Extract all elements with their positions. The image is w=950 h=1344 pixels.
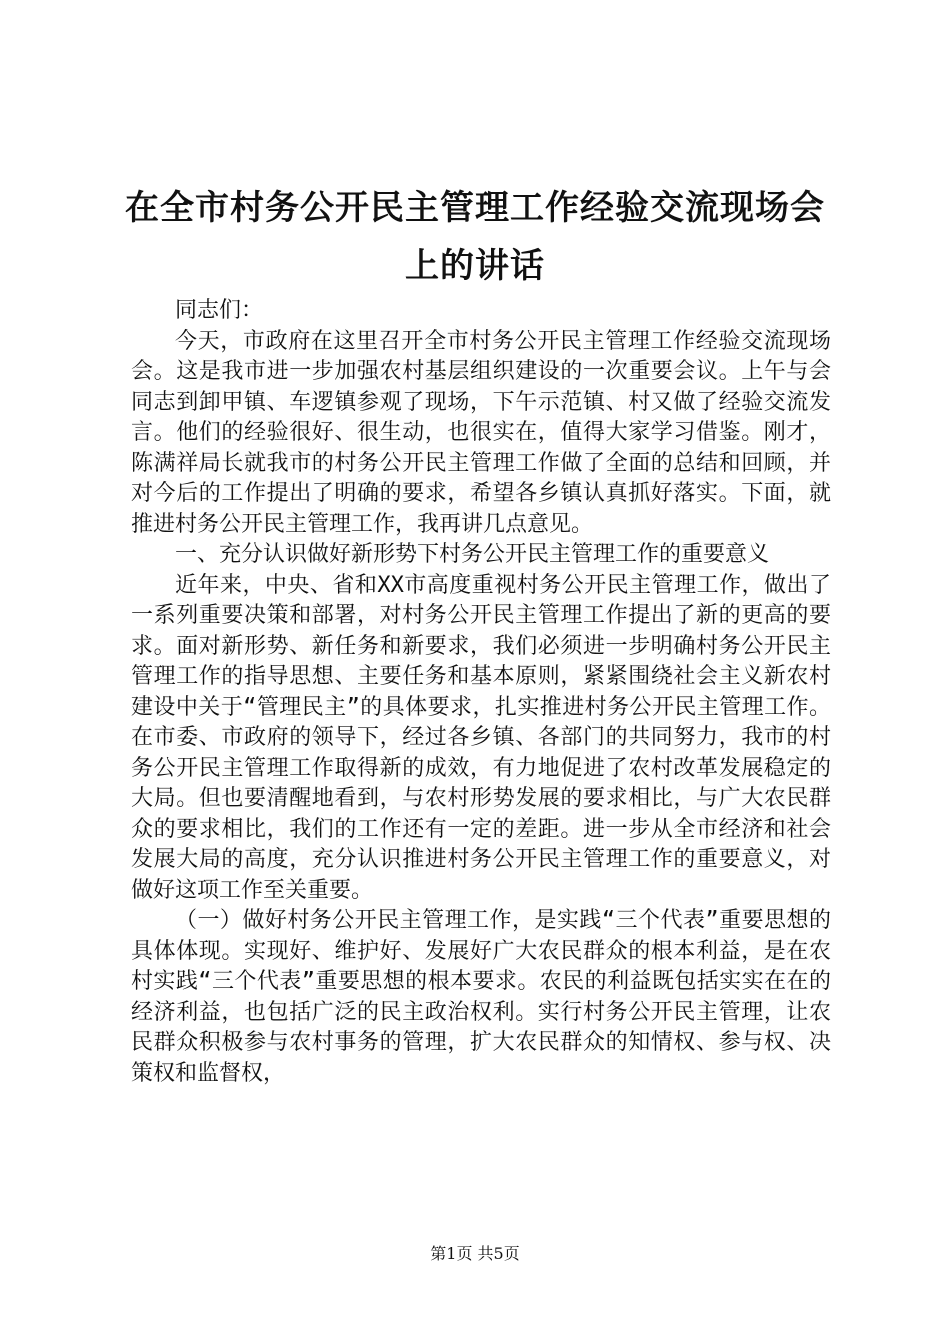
body-paragraph-1: 今天，市政府在这里召开全市村务公开民主管理工作经验交流现场会。这是我市进一步加强农村基层组织建设的一次重要会议。上午与会同志到卸甲镇、车逻镇参观了现场，下午示范镇、村又做了经验交流发言。他们的经验很好、很生动，也很实在，值得大家学习借鉴。刚才，陈满祥局长就我市的村务公开民主管理工作做了全面的总结和回顾，并对今后的工作提出了明确的要求，希望各乡镇认真抓好落实。下面，就推进村务公开民主管理工作，我再讲几点意见。 [131,328,831,537]
document-title-line-1: 在全市村务公开民主管理工作经验交流现场会 [125,188,825,228]
body-paragraph-2: 近年来，中央、省和XX市高度重视村务公开民主管理工作，做出了一系列重要决策和部署，对村务公开民主管理工作提出了新的更高的要求。面对新形势、新任务和新要求，我们必须进一步明确村务公开民主管理工作的指导思想、主要任务和基本原则，紧紧围绕社会主义新农村建设中关于“管理民主”的具体要求，扎实推进村务公开民主管理工作。在市委、市政府的领导下，经过各乡镇、各部门的共同努力，我市的村务公开民主管理工作取得新的成效，有力地促进了农村改革发展稳定的大局。但也要清醒地看到，与农村形势发展的要求相比，与广大农民群众的要求相比，我们的工作还有一定的差距。进一步从全市经济和社会发展大局的高度，充分认识推进村务公开民主管理工作的重要意义，对做好这项工作至关重要。 [131,572,831,903]
document-title-line-2: 上的讲话 [405,246,545,286]
page-footer: 第1页 共5页 [430,1244,520,1263]
body-paragraph-3: （一）做好村务公开民主管理工作，是实践“三个代表”重要思想的具体体现。实现好、维护好、发展好广大农民群众的根本利益，是在农村实践“三个代表”重要思想的根本要求。农民的利益既包括实实在在的经济利益，也包括广泛的民主政治权利。实行村务公开民主管理，让农民群众积极参与农村事务的管理，扩大农民群众的知情权、参与权、决策权和监督权， [131,908,831,1086]
salutation: 同志们： [175,298,264,323]
document-body [131,296,831,1089]
section-heading-1: 一、充分认识做好新形势下村务公开民主管理工作的重要意义 [175,542,770,567]
